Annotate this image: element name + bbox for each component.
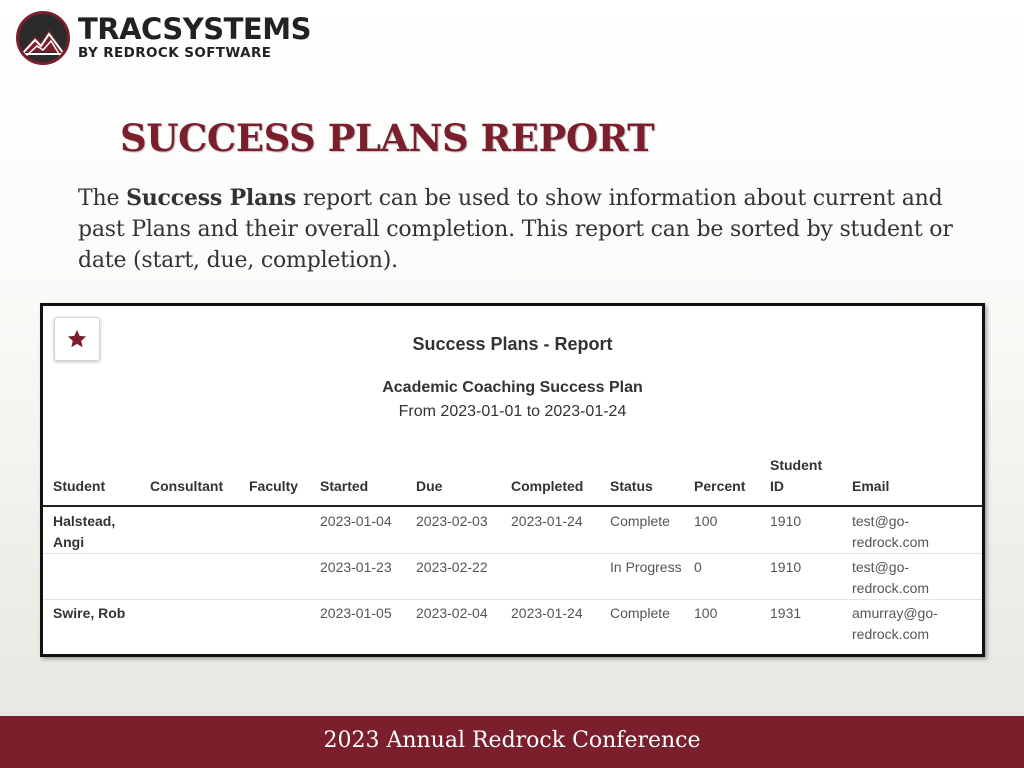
table-row [43, 553, 982, 600]
report-title: Success Plans - Report [412, 334, 613, 354]
due-cell: 2023-02-22 [416, 559, 488, 575]
due-cell: 2023-02-03 [416, 513, 488, 529]
intro-post: report can be used to show information about current and past Plans and their overall completion. This report can be sorted by student or date (start, due, completion). [78, 186, 953, 273]
email-cell: test@go-redrock.com [852, 513, 930, 550]
column-header-student-id[interactable]: Student ID [770, 457, 823, 494]
column-header-started[interactable]: Started [320, 478, 369, 494]
column-header-faculty[interactable]: Faculty [249, 478, 299, 494]
student-id-cell: 1910 [770, 513, 802, 529]
table-row [43, 599, 982, 645]
column-header-percent[interactable]: Percent [694, 478, 746, 494]
footer-bar [0, 716, 1024, 768]
due-cell: 2023-02-04 [416, 605, 488, 621]
student-id-cell: 1931 [770, 605, 802, 621]
student-id-cell: 1910 [770, 559, 802, 575]
slide-intro [78, 183, 958, 276]
logo-wordmark: TRACSYSTEMS [78, 12, 311, 47]
column-header-student[interactable]: Student [53, 478, 106, 494]
column-header-status[interactable]: Status [610, 478, 653, 494]
started-cell: 2023-01-04 [320, 513, 392, 529]
percent-cell: 0 [694, 559, 702, 575]
intro-bold: Success Plans [126, 185, 297, 211]
table-row [43, 507, 982, 554]
completed-cell: 2023-01-24 [511, 605, 583, 621]
footer-text: 2023 Annual Redrock Conference [323, 728, 701, 753]
percent-cell: 100 [694, 513, 718, 529]
column-header-due[interactable]: Due [416, 478, 443, 494]
status-cell: In Progress [610, 559, 682, 575]
mountain-logo-icon [16, 11, 70, 65]
status-cell: Complete [610, 605, 670, 621]
column-header-completed[interactable]: Completed [511, 478, 584, 494]
logo [16, 10, 311, 66]
completed-cell: 2023-01-24 [511, 513, 583, 529]
email-cell: amurray@go-redrock.com [852, 605, 938, 642]
logo-tagline: BY REDROCK SOFTWARE [78, 45, 272, 62]
email-cell: test@go-redrock.com [852, 559, 930, 596]
column-header-consultant[interactable]: Consultant [150, 478, 224, 494]
started-cell: 2023-01-23 [320, 559, 392, 575]
percent-cell: 100 [694, 605, 718, 621]
report-panel [40, 303, 985, 657]
report-plan-name: Academic Coaching Success Plan [382, 379, 643, 396]
slide-title: SUCCESS PLANS REPORT [120, 116, 655, 160]
student-name: Swire, Rob [53, 605, 126, 621]
status-cell: Complete [610, 513, 670, 529]
started-cell: 2023-01-05 [320, 605, 392, 621]
intro-pre: The [78, 186, 127, 211]
student-name: Halstead, Angi [53, 513, 116, 550]
report-date-range: From 2023-01-01 to 2023-01-24 [398, 403, 627, 420]
column-header-email[interactable]: Email [852, 478, 890, 494]
